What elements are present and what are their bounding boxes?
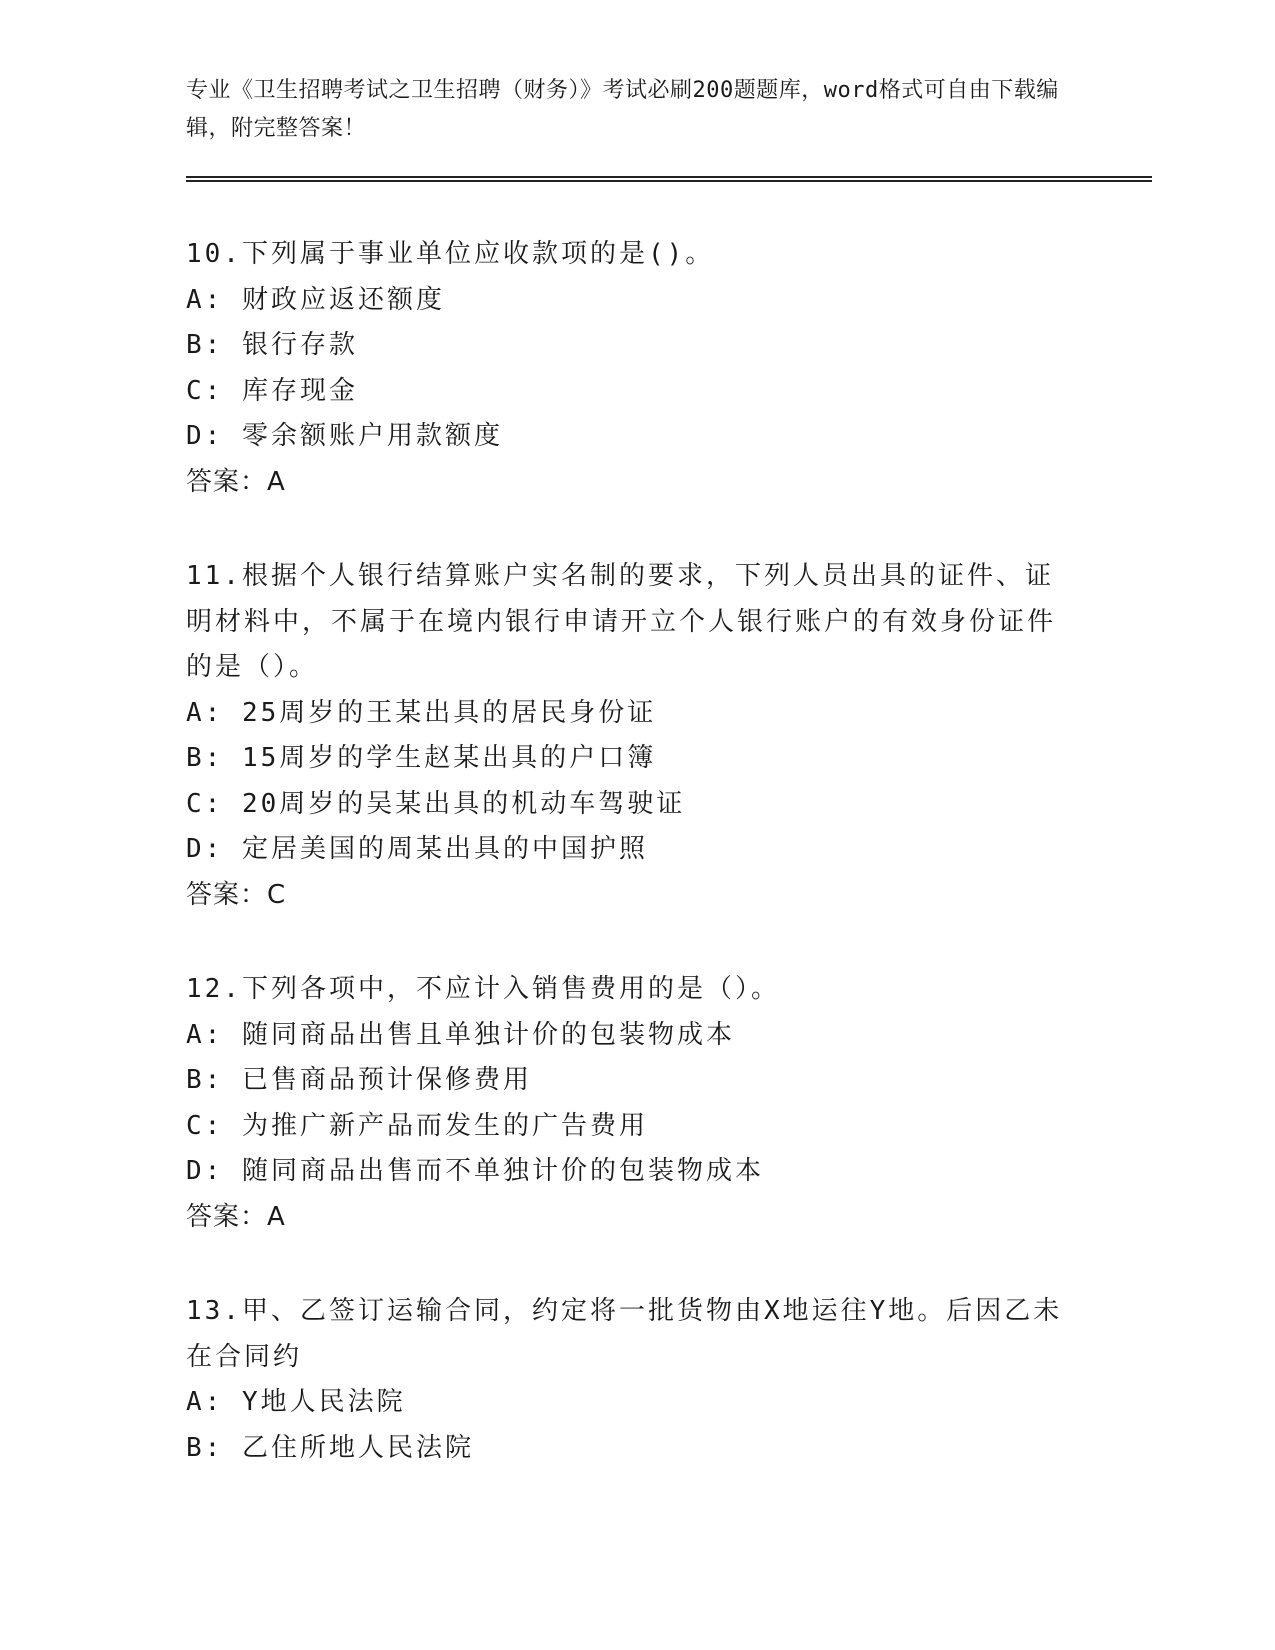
option-a: A: Y地人民法院 xyxy=(186,1387,406,1417)
question-list xyxy=(186,232,1086,1520)
question-13 xyxy=(186,1289,1086,1471)
option-b: B: 银行存款 xyxy=(186,330,358,360)
option-c: C: 库存现金 xyxy=(186,375,358,406)
question-stem: 10.下列属于事业单位应收款项的是()。 xyxy=(186,239,715,269)
question-stem: 13.甲、乙签订运输合同，约定将一批货物由X地运往Y地。后因乙未在合同约 xyxy=(186,1296,1063,1372)
option-d: D: 随同商品出售而不单独计价的包装物成本 xyxy=(186,1156,764,1186)
header-note: 专业《卫生招聘考试之卫生招聘（财务）》考试必刷200题题库，word格式可自由下载编辑，附完整答案！ xyxy=(186,78,1059,141)
option-d: D: 零余额账户用款额度 xyxy=(186,421,503,451)
answer-line: 答案：A xyxy=(186,466,286,497)
option-b: B: 已售商品预计保修费用 xyxy=(186,1065,532,1095)
option-c: C: 20周岁的吴某出具的机动车驾驶证 xyxy=(186,788,686,819)
header-divider xyxy=(186,176,1152,182)
answer-line: 答案：A xyxy=(186,1201,286,1232)
question-stem: 11.根据个人银行结算账户实名制的要求，下列人员出具的证件、证明材料中，不属于在境内银行申请开立个人银行账户的有效身份证件的是（）。 xyxy=(186,561,1057,682)
option-b: B: 15周岁的学生赵某出具的户口簿 xyxy=(186,743,657,773)
option-a: A: 财政应返还额度 xyxy=(186,284,445,315)
question-10 xyxy=(186,232,1086,505)
question-stem: 12.下列各项中，不应计入销售费用的是（）。 xyxy=(186,974,780,1004)
option-d: D: 定居美国的周某出具的中国护照 xyxy=(186,834,648,864)
question-11 xyxy=(186,554,1086,918)
option-b: B: 乙住所地人民法院 xyxy=(186,1432,474,1463)
option-a: A: 25周岁的王某出具的居民身份证 xyxy=(186,697,657,728)
option-a: A: 随同商品出售且单独计价的包装物成本 xyxy=(186,1019,735,1050)
question-12 xyxy=(186,967,1086,1240)
answer-line: 答案：C xyxy=(186,879,287,910)
option-c: C: 为推广新产品而发生的广告费用 xyxy=(186,1110,648,1141)
